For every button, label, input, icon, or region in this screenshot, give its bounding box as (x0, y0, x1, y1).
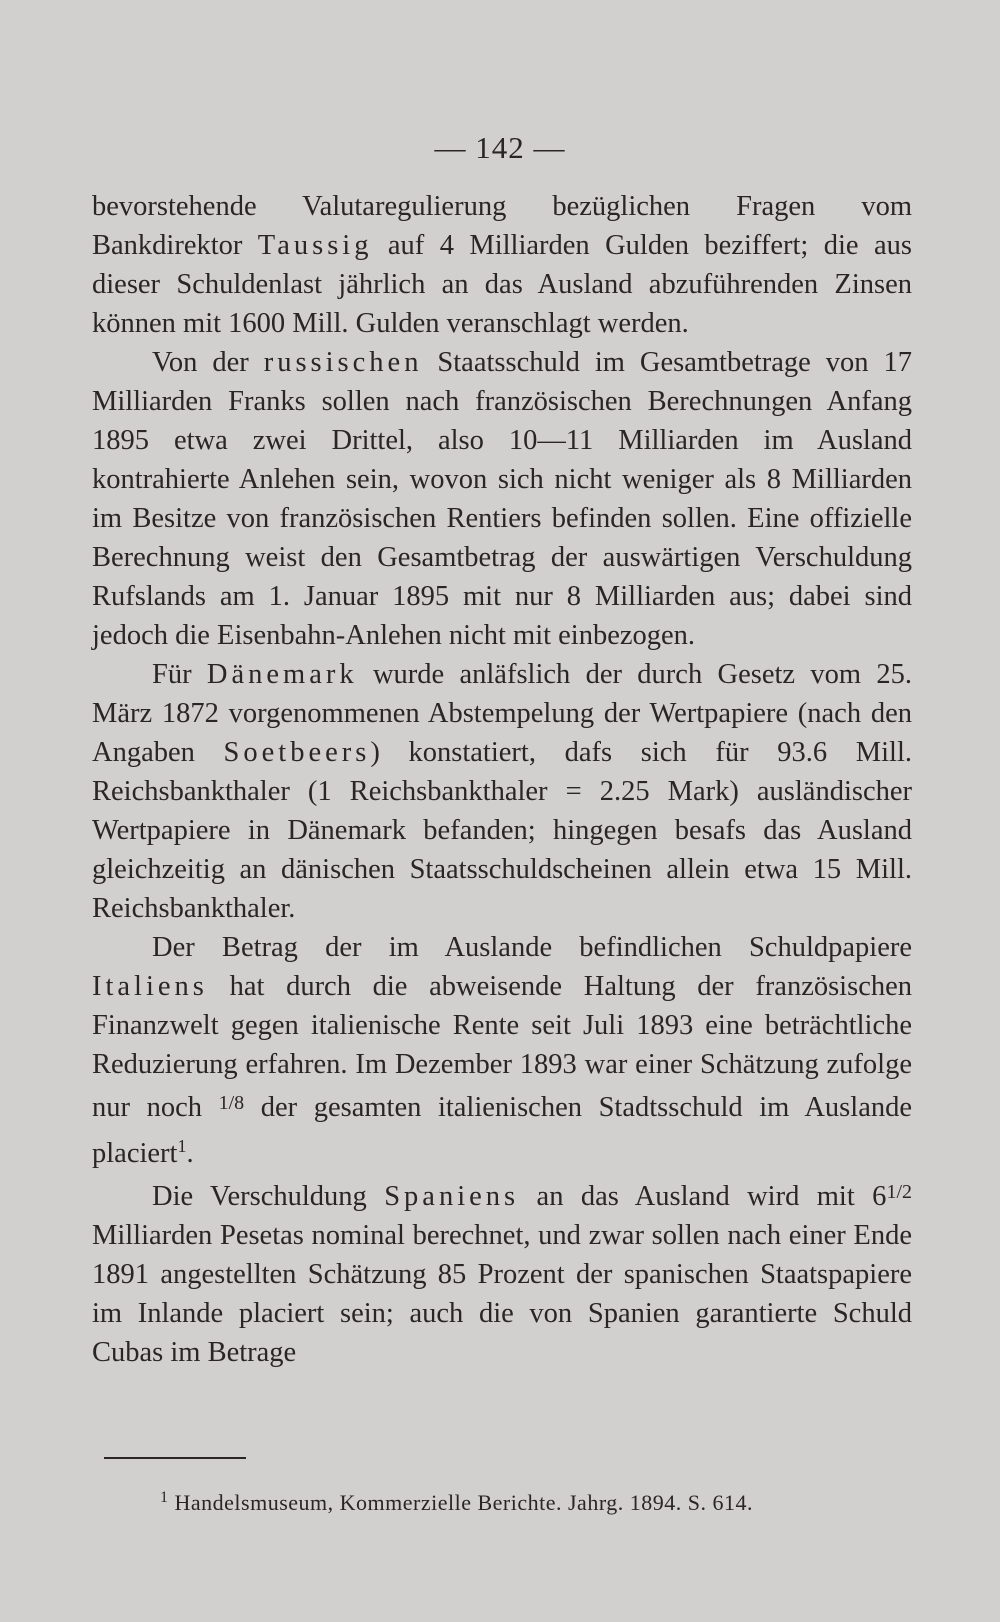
spaced-emphasis: russischen (263, 347, 423, 378)
paragraph-4 (92, 928, 912, 1173)
spaced-emphasis: Taussig (257, 230, 373, 261)
fraction: 1/2 (886, 1181, 912, 1203)
text-segment: Staatsschuld im Gesamtbetrage von 17 Milliarden Franks sollen nach französischen Berechnungen Anfang 1895 etwa zwei Drittel, also 10—11 Milliarden im Ausland kontrahierte Anlehen sein, wovon sich nicht weniger als 8 Milliarden im Besitze von französischen Rentiers befinden sollen. Eine offizielle Berechnung weist den Gesamtbetrag der auswärtigen Verschuldung Rufslands am 1. Januar 1895 mit nur 8 Milliarden aus; dabei sind jedoch die Eisenbahn-Anlehen nicht mit einbezogen. (92, 347, 912, 651)
text-segment: . (186, 1138, 194, 1169)
body-text (92, 187, 912, 1372)
paragraph-2 (92, 343, 912, 655)
footnote-rule (104, 1457, 246, 1459)
text-segment: Milliarden Pesetas nominal berechnet, und zwar sollen nach einer Ende 1891 angestellten Schätzung 85 Prozent der spanischen Staatspapiere im Inlande placiert sein; auch die von Spanien garantierte Schuld Cubas im Betrage (92, 1220, 912, 1368)
footnote-mark: 1 (160, 1489, 169, 1506)
spaced-emphasis: Spaniens (384, 1181, 520, 1212)
text-segment: auf 4 Milliarden Gulden beziffert; die aus dieser Schuldenlast jährlich an das Ausland abzuführenden Zinsen können mit 1600 Mill. Gulden veranschlagt werden. (92, 230, 912, 339)
text-segment: bevorstehende Valutaregulierung bezüglichen Fragen vom Bankdirektor (92, 191, 912, 261)
paragraph-3 (92, 655, 912, 928)
paragraph-5 (92, 1173, 912, 1372)
text-segment: an das Ausland wird mit 6 (519, 1181, 887, 1212)
fraction: 1/8 (218, 1092, 245, 1114)
footnote-text: Handelsmuseum, Kommerzielle Berichte. Jahrg. 1894. S. 614. (174, 1490, 753, 1515)
paragraph-1 (92, 187, 912, 343)
text-segment: Von der (152, 347, 264, 378)
text-segment: ) konstatiert, dafs sich für 93.6 Mill. Reichsbankthaler (1 Reichsbankthaler = 2.25 Mark) ausländischer Wertpapiere in Dänemark befanden; hingegen besafs das Ausland gleichzeitig an dänischen Staatsschuldscheinen allein etwa 15 Mill. Reichsbankthaler. (92, 737, 912, 924)
text-segment: wurde anläfslich der durch Gesetz vom 25. März 1872 vorgenommenen Abstempelung der Wertpapiere (nach den Angaben (92, 659, 913, 768)
page-number: — 142 — (434, 130, 566, 165)
text-segment: Für (152, 659, 207, 690)
spaced-emphasis: Soetbeers (223, 737, 371, 768)
footnote (160, 1483, 920, 1518)
spaced-emphasis: Dänemark (206, 659, 358, 690)
footnote-reference: 1 (177, 1136, 187, 1156)
text-segment: Der Betrag der im Auslande befindlichen Schuldpapiere (152, 932, 912, 963)
text-segment: hat durch die abweisende Haltung der französischen Finanzwelt gegen italienische Rente seit Juli 1893 eine beträchtliche Reduzierung erfahren. Im Dezember 1893 war einer Schätzung zufolge nur noch (92, 971, 912, 1123)
spaced-emphasis: Italiens (92, 971, 208, 1002)
text-segment: Die Verschuldung (152, 1181, 385, 1212)
text-segment: der gesamten italienischen Stadtsschuld im Auslande placiert (92, 1092, 912, 1169)
